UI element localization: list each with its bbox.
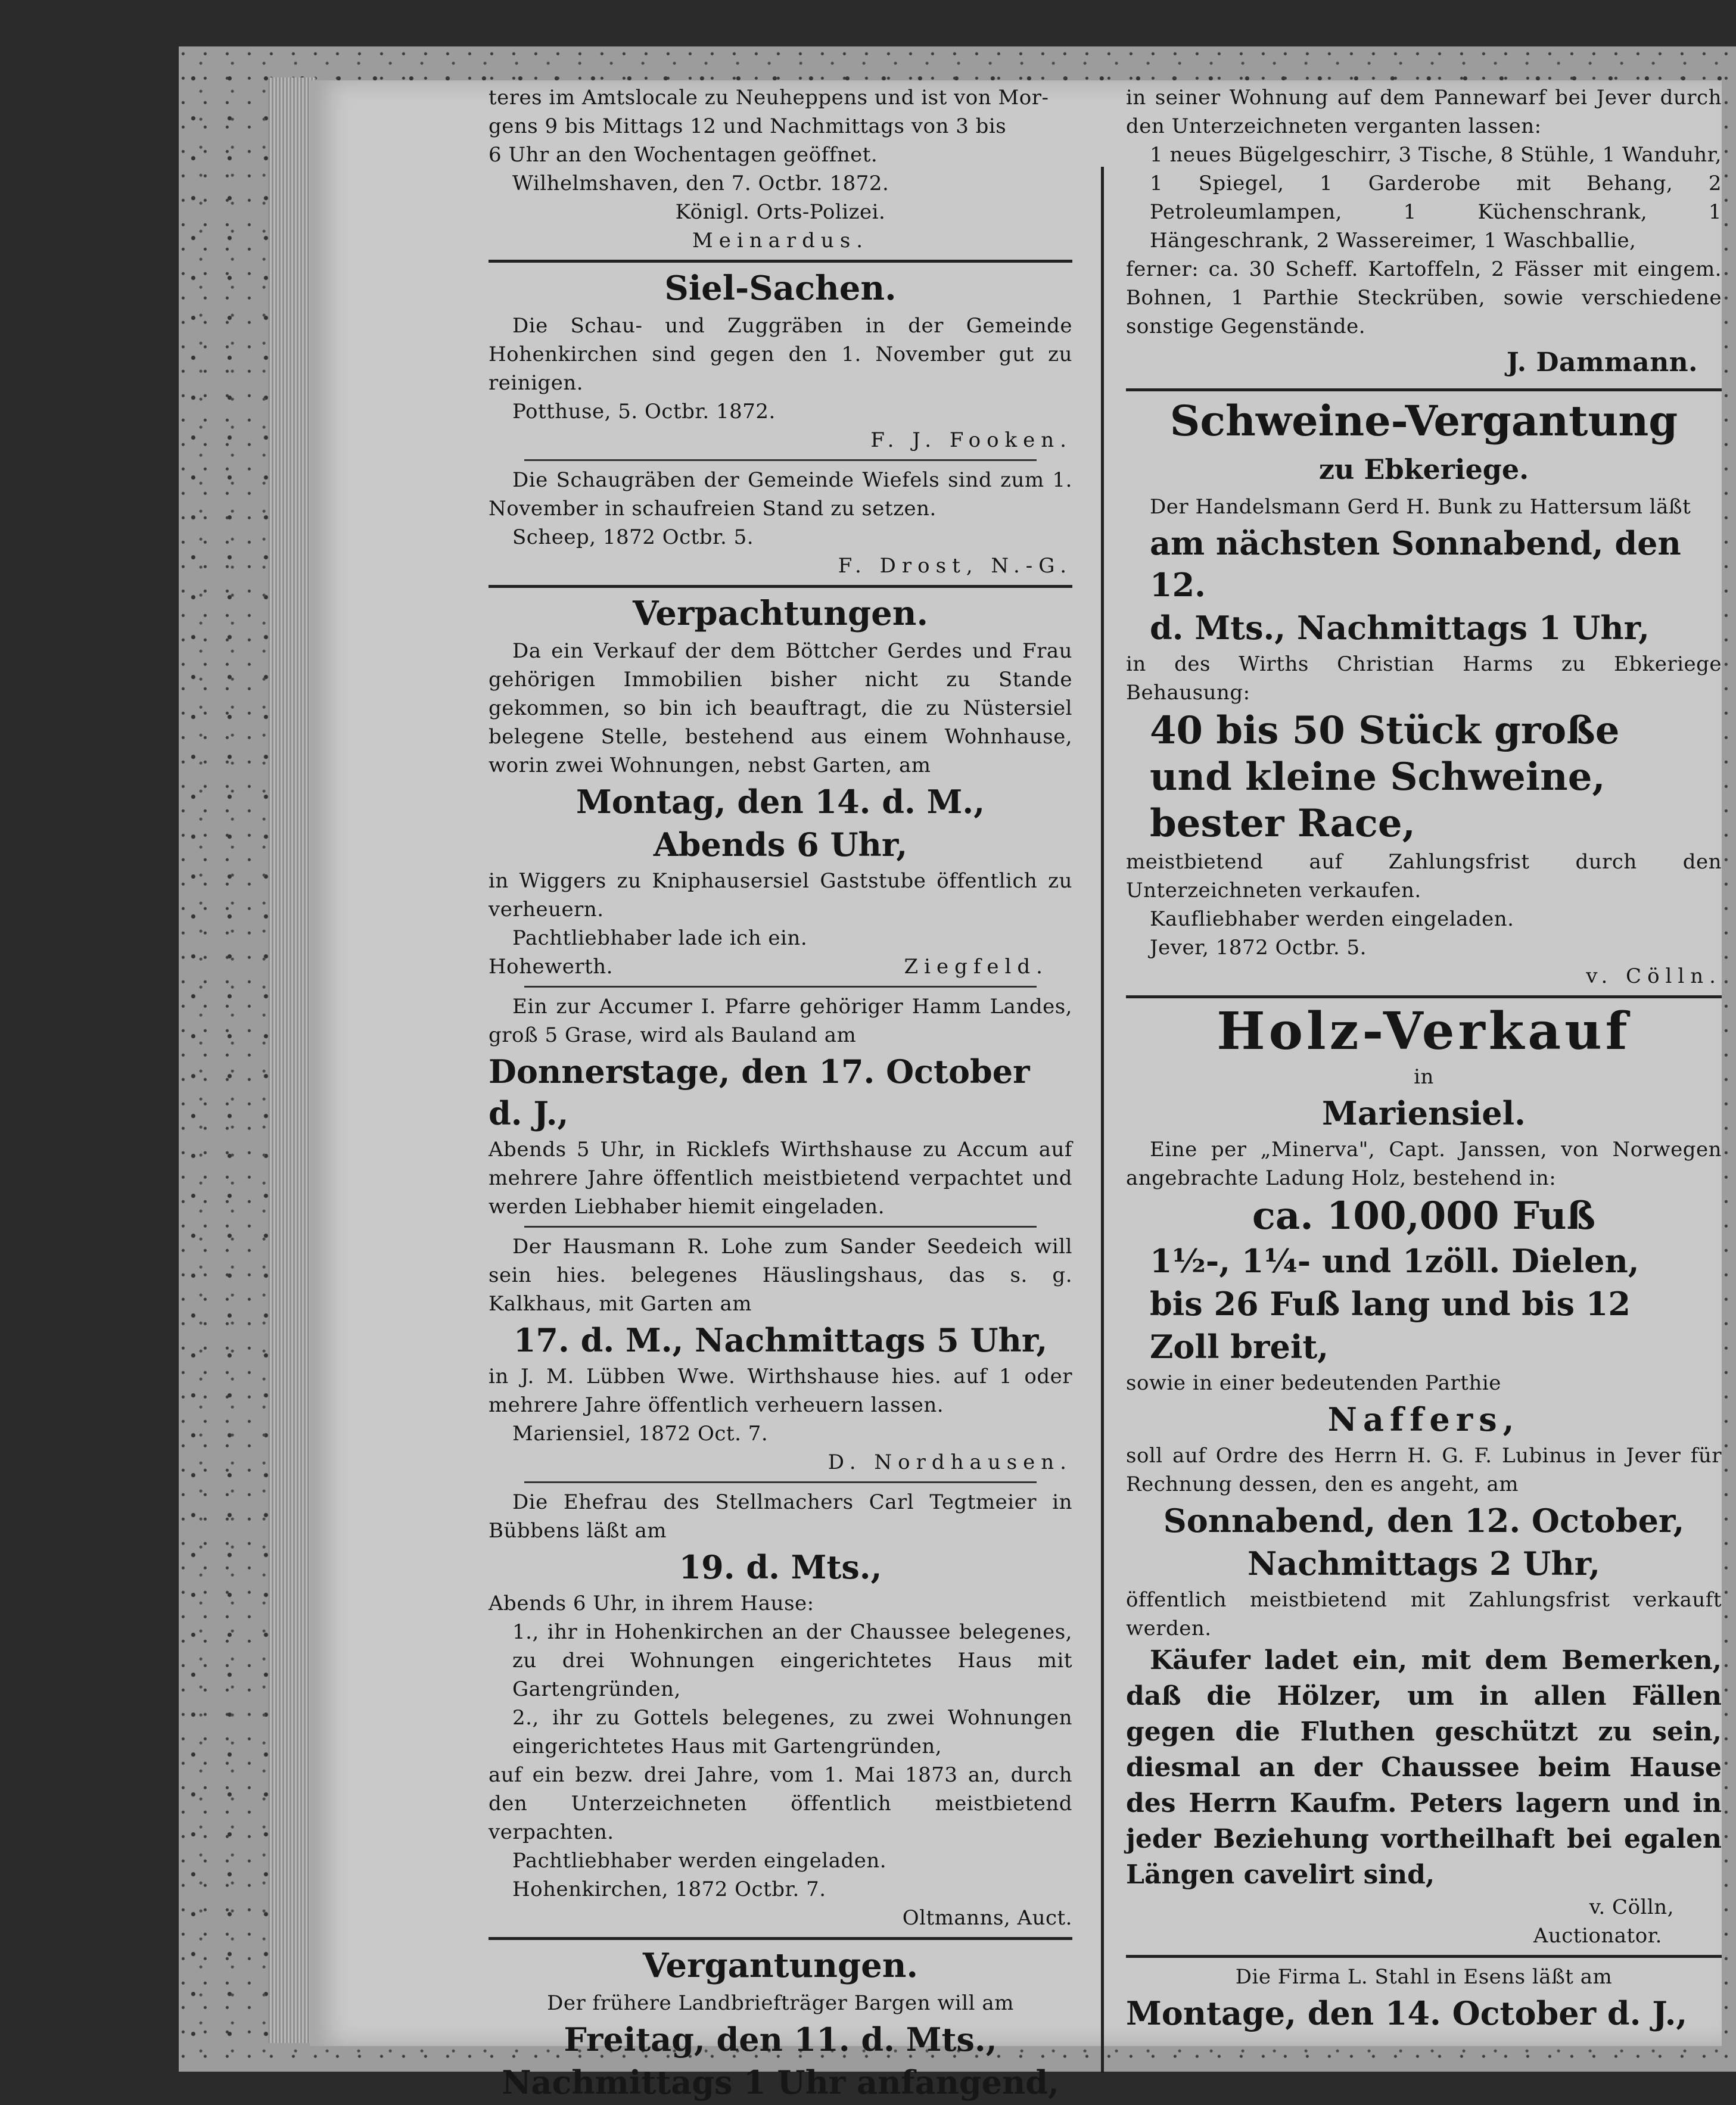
signature: Ziegfeld. [904, 955, 1049, 979]
signature: v. Cölln, [1589, 1895, 1674, 1919]
date-emphasis: Sonnabend, den 12. October, [1163, 1502, 1685, 1540]
bold-paragraph: Käufer ladet ein, mit dem Bemerken, daß die Hölzer, um in allen Fällen gegen die Fluthen geschützt zu sein, diesmal an der Chaussee beim Hause des Herrn Kaufm. Peters lagern und in jeder Beziehung vortheilhaft bei egalen Längen cavelirt sind, [1126, 1645, 1722, 1890]
section-rule [1126, 995, 1722, 998]
section-heading: Vergantungen. [643, 1946, 918, 1985]
paragraph: Abends 5 Uhr, in Ricklefs Wirthshause zu Accum auf mehrere Jahre öffentlich meistbietend verpachtet und werden Liebhaber hiemit eingeladen. [489, 1138, 1072, 1219]
paragraph: Eine per „Minerva", Capt. Janssen, von Norwegen angebrachte Ladung Holz, bestehend in: [1126, 1138, 1722, 1190]
paragraph: Der frühere Landbriefträger Bargen will am [547, 1991, 1014, 2015]
item-list: ferner: ca. 30 Scheff. Kartoffeln, 2 Fässer mit eingem. Bohnen, 1 Parthie Steckrüben, sowie verschiedene sonstige Gegenstände. [1126, 257, 1722, 338]
paragraph: Der Handelsmann Gerd H. Bunk zu Hattersum läßt [1150, 495, 1691, 519]
time-emphasis: Nachmittags 2 Uhr, [1247, 1545, 1601, 1583]
paragraph: Die Schaugräben der Gemeinde Wiefels sind zum 1. November in schaufreien Stand zu setzen. [489, 468, 1072, 521]
holz-notice [1126, 1003, 1722, 1950]
signature: Meinardus. [692, 229, 869, 253]
place-date: Mariensiel, 1872 Oct. 7. [512, 1422, 769, 1446]
place-date: Wilhelmshaven, den 7. Octbr. 1872. [512, 172, 889, 195]
invite: Pachtliebhaber lade ich ein. [512, 926, 808, 950]
place-date: Hohenkirchen, 1872 Octbr. 7. [512, 1877, 826, 1901]
left-column [489, 83, 1072, 2104]
invite: Pachtliebhaber werden eingeladen. [512, 1849, 887, 1873]
paragraph: Die Firma L. Stahl in Esens läßt am [1235, 1965, 1613, 1989]
section-rule [1126, 1955, 1722, 1958]
place-heading: Mariensiel. [1322, 1094, 1526, 1132]
dammann-notice [1126, 83, 1722, 384]
place-signature [489, 952, 1072, 981]
place-date: Scheep, 1872 Octbr. 5. [512, 525, 754, 549]
signature: F. J. Fooken. [870, 428, 1072, 452]
goods-emphasis: bester Race, [1150, 801, 1415, 846]
signature: J. Dammann. [1506, 347, 1698, 378]
schweine-notice [1126, 396, 1722, 991]
time-emphasis: Abends 6 Uhr, [653, 826, 908, 864]
section-rule [489, 1937, 1072, 1940]
paragraph: Die Ehefrau des Stellmachers Carl Tegtmeier in Bübbens läßt am [489, 1490, 1072, 1543]
notice-rule [524, 986, 1037, 988]
spec-emphasis: 1½-, 1¼- und 1zöll. Dielen, [1150, 1242, 1639, 1280]
list-item: 2., ihr zu Gottels belegenes, zu zwei Wohnungen eingerichtetes Haus mit Gartengründen, [512, 1706, 1072, 1758]
item-list: 1 neues Bügelgeschirr, 3 Tische, 8 Stühle, 1 Wanduhr, 1 Spiegel, 1 Garderobe mit Behang, 2 Petroleumlampen, 1 Küchenschrank, 1 Hängeschrank, 2 Wassereimer, 1 Waschballie, [1150, 143, 1722, 253]
naffers-emphasis: Naffers, [1327, 1400, 1520, 1438]
paragraph: soll auf Ordre des Herrn H. G. F. Lubinus in Jever für Rechnung dessen, den es angeht, am [1126, 1444, 1722, 1496]
paragraph: in Wiggers zu Kniphausersiel Gaststube öffentlich zu verheuern. [489, 869, 1072, 921]
section-rule [1126, 388, 1722, 391]
authority: Königl. Orts-Polizei. [675, 200, 886, 224]
section-heading: Holz-Verkauf [1217, 1001, 1631, 1061]
date-emphasis: am nächsten Sonnabend, den 12. [1150, 524, 1681, 604]
siel-section [489, 267, 1072, 580]
time-emphasis: Nachmittags 1 Uhr anfangend, [502, 2063, 1059, 2101]
text-line: Abends 6 Uhr, in ihrem Hause: [489, 1592, 814, 1615]
signature: D. Nordhausen. [827, 1450, 1072, 1474]
place-date: Jever, 1872 Octbr. 5. [1150, 936, 1367, 960]
notice-rule [524, 1481, 1037, 1483]
signature: v. Cölln. [1586, 964, 1722, 988]
signature: Oltmanns, Auct. [902, 1906, 1072, 1930]
book-page-edges [268, 77, 316, 2043]
notice-rule [524, 1226, 1037, 1228]
goods-emphasis: 40 bis 50 Stück große [1150, 708, 1620, 753]
spec-emphasis: bis 26 Fuß lang und bis 12 [1150, 1285, 1631, 1323]
list-item: 1., ihr in Hohenkirchen an der Chaussee belegenes, zu drei Wohnungen eingerichtetes Haus mit Gartengründen, [512, 1620, 1072, 1701]
date-emphasis: Montag, den 14. d. M., [576, 783, 985, 821]
place-date: Potthuse, 5. Octbr. 1872. [512, 400, 776, 424]
role: Auctionator. [1533, 1924, 1662, 1948]
paragraph: Der Hausmann R. Lohe zum Sander Seedeich will sein hies. belegenes Häuslingshaus, das s. g. Kalkhaus, mit Garten am [489, 1235, 1072, 1316]
right-column [1126, 83, 1722, 2035]
section-heading: Siel-Sachen. [664, 269, 897, 308]
paragraph: sowie in einer bedeutenden Parthie [1126, 1371, 1501, 1395]
place: Hohewerth. [489, 955, 613, 979]
date-emphasis: 17. d. M., Nachmittags 5 Uhr, [513, 1321, 1048, 1359]
spec-emphasis: Zoll breit, [1150, 1328, 1329, 1366]
section-heading: Verpachtungen. [633, 594, 928, 633]
text-line: 6 Uhr an den Wochentagen geöffnet. [489, 143, 878, 167]
amount-emphasis: ca. 100,000 Fuß [1252, 1194, 1596, 1238]
paragraph: in J. M. Lübben Wwe. Wirthshause hies. auf 1 oder mehrere Jahre öffentlich verheuern lassen. [489, 1365, 1072, 1417]
paragraph: in des Wirths Christian Harms zu Ebkeriege Behausung: [1126, 652, 1722, 705]
text-line: teres im Amtslocale zu Neuheppens und ist von Mor- [489, 86, 1049, 110]
date-emphasis: Montage, den 14. October d. J., [1126, 1994, 1688, 2032]
police-notice [489, 83, 1072, 255]
section-rule [489, 260, 1072, 263]
section-heading: Schweine-Vergantung [1169, 396, 1678, 446]
subheading: zu Ebkeriege. [1318, 453, 1529, 485]
date-emphasis: Donnerstage, den 17. October d. J., [489, 1052, 1030, 1132]
paragraph: in seiner Wohnung auf dem Pannewarf bei Jever durch den Unterzeichneten verganten lassen: [1126, 86, 1722, 138]
goods-emphasis: und kleine Schweine, [1150, 755, 1606, 799]
date-emphasis: 19. d. Mts., [679, 1548, 882, 1586]
notice-rule [524, 459, 1037, 461]
verpachtungen-section [489, 593, 1072, 1932]
paragraph: Ein zur Accumer I. Pfarre gehöriger Hamm Landes, groß 5 Grase, wird als Bauland am [489, 995, 1072, 1047]
section-rule [489, 585, 1072, 588]
paragraph: Die Schau- und Zuggräben in der Gemeinde Hohenkirchen sind gegen den 1. November gut zu reinigen. [489, 314, 1072, 395]
signature: F. Drost, N.-G. [838, 554, 1072, 578]
vergantungen-section [489, 1945, 1072, 2103]
paragraph: meistbietend auf Zahlungsfrist durch den Unterzeichneten verkaufen. [1126, 850, 1722, 902]
text-line: gens 9 bis Mittags 12 und Nachmittags von 3 bis [489, 114, 1007, 138]
time-emphasis: d. Mts., Nachmittags 1 Uhr, [1150, 609, 1650, 647]
invite: Kaufliebhaber werden eingeladen. [1150, 907, 1514, 931]
paragraph: auf ein bezw. drei Jahre, vom 1. Mai 1873 an, durch den Unterzeichneten öffentlich meistbietend verpachten. [489, 1763, 1072, 1844]
column-divider [1101, 167, 1104, 2073]
paragraph: Da ein Verkauf der dem Böttcher Gerdes und Frau gehörigen Immobilien bisher nicht zu Stande gekommen, so bin ich beauftragt, die zu Nüstersiel belegene Stelle, bestehend aus einem Wohnhause, worin zwei Wohnungen, nebst Garten, am [489, 639, 1072, 777]
paragraph: öffentlich meistbietend mit Zahlungsfrist verkauft werden. [1126, 1588, 1722, 1640]
date-emphasis: Freitag, den 11. d. Mts., [564, 2020, 997, 2059]
stahl-notice [1126, 1963, 1722, 2034]
preposition: in [1414, 1065, 1434, 1089]
